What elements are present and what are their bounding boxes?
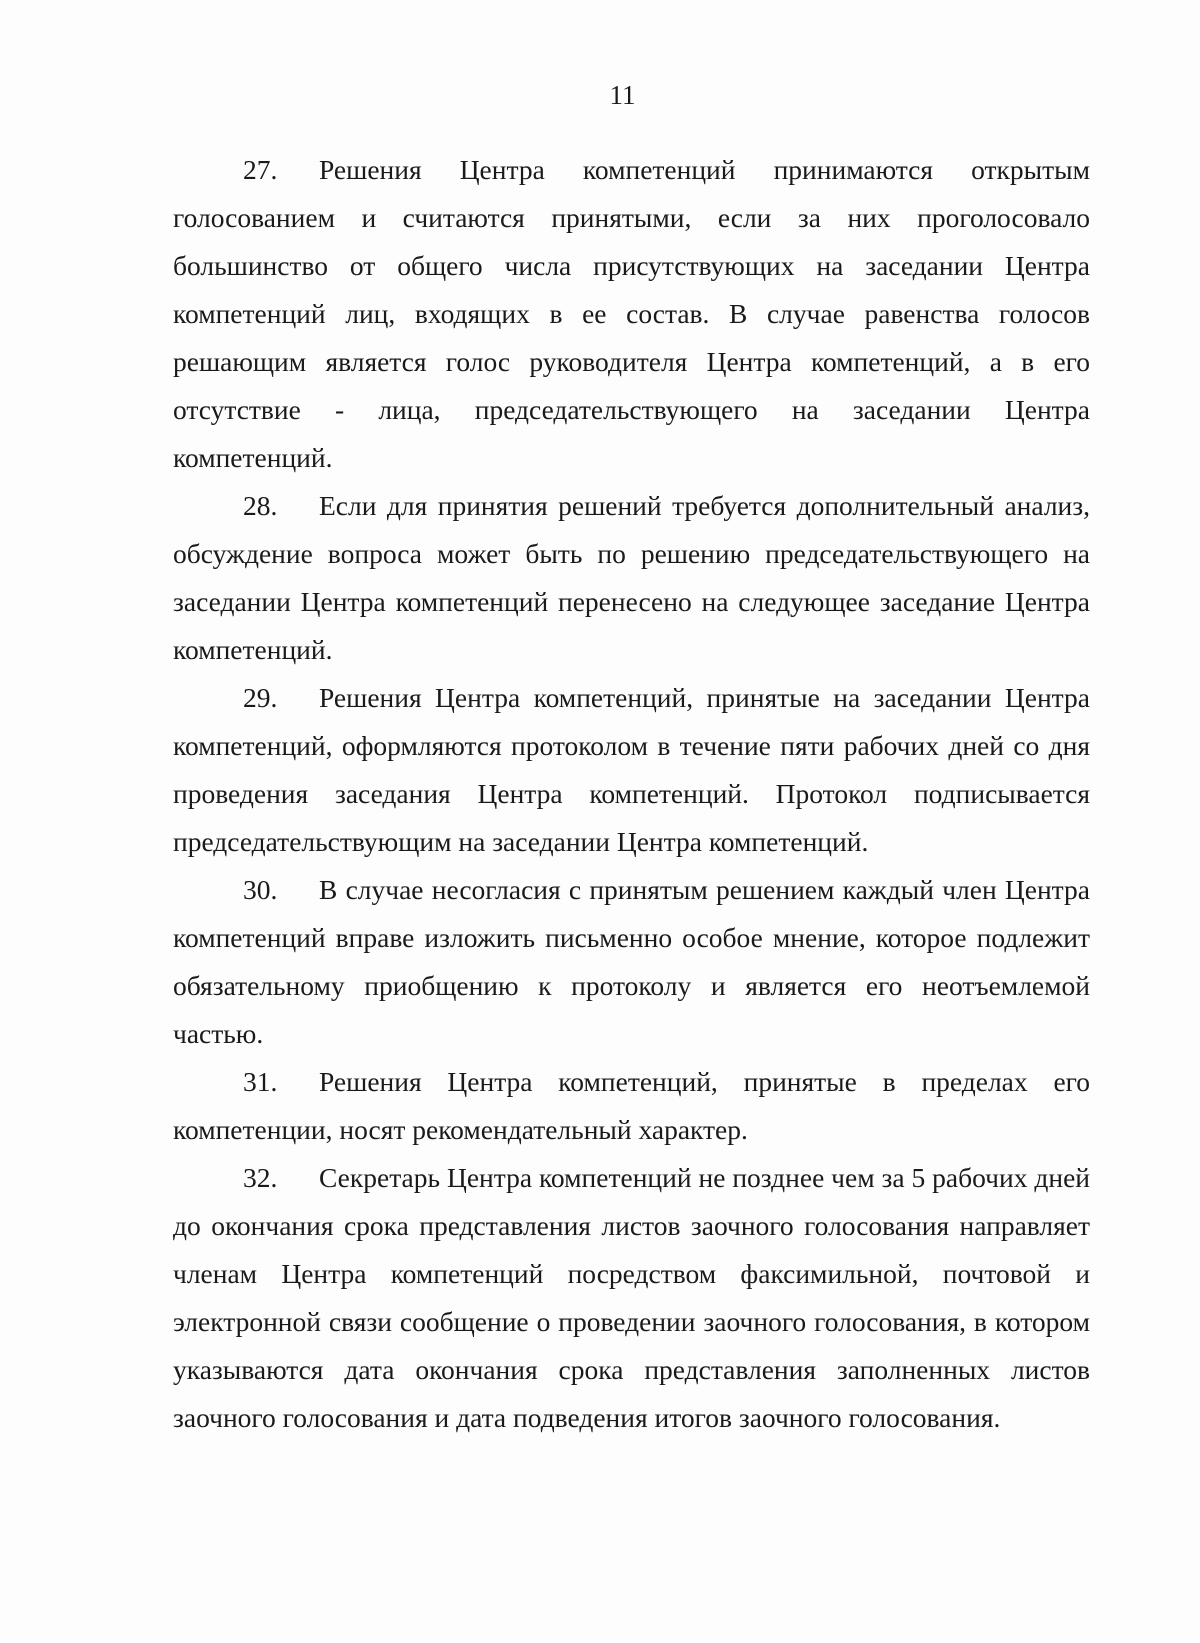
paragraph-text: В случае несогласия с принятым решением каждый член Центра компетенций вправе изложить письменно особое мнение, которое подлежит обязательному приобщению к протоколу и является его неотъемлемой частью. [173, 874, 1090, 1049]
paragraph-31 [173, 1058, 1090, 1154]
paragraph-text: Решения Центра компетенций принимаются открытым голосованием и считаются принятыми, если за них проголосовало большинство от общего числа присутствующих на заседании Центра компетенций лиц, входящих в ее состав. В случае равенства голосов решающим является голос руководителя Центра компетенций, а в его отсутствие - лица, председательствующего на заседании Центра компетенций. [173, 154, 1090, 473]
paragraph-30 [173, 866, 1090, 1058]
paragraph-27 [173, 146, 1090, 482]
paragraph-text: Решения Центра компетенций, принятые на заседании Центра компетенций, оформляются протоколом в течение пяти рабочих дней со дня проведения заседания Центра компетенций. Протокол подписывается председательствующим на заседании Центра компетенций. [173, 682, 1090, 857]
paragraph-28 [173, 482, 1090, 674]
paragraph-29 [173, 674, 1090, 866]
paragraph-number: 31. [243, 1066, 278, 1097]
paragraph-number: 29. [243, 682, 278, 713]
paragraph-text: Секретарь Центра компетенций не позднее чем за 5 рабочих дней до окончания срока представления листов заочного голосования направляет членам Центра компетенций посредством факсимильной, почтовой и электронной связи сообщение о проведении заочного голосования, в котором указываются дата окончания срока представления заполненных листов заочного голосования и дата подведения итогов заочного голосования. [173, 1162, 1090, 1433]
paragraph-number: 28. [243, 490, 278, 521]
paragraph-text: Если для принятия решений требуется дополнительный анализ, обсуждение вопроса может быть по решению председательствующего на заседании Центра компетенций перенесено на следующее заседание Центра компетенций. [173, 490, 1090, 665]
paragraph-text: Решения Центра компетенций, принятые в пределах его компетенции, носят рекомендательный характер. [173, 1066, 1090, 1145]
paragraph-32 [173, 1154, 1090, 1442]
paragraph-number: 32. [243, 1162, 278, 1193]
paragraph-number: 30. [243, 874, 278, 905]
paragraph-number: 27. [243, 154, 278, 185]
page-number: 11 [609, 80, 636, 110]
document-body [173, 146, 1090, 1442]
